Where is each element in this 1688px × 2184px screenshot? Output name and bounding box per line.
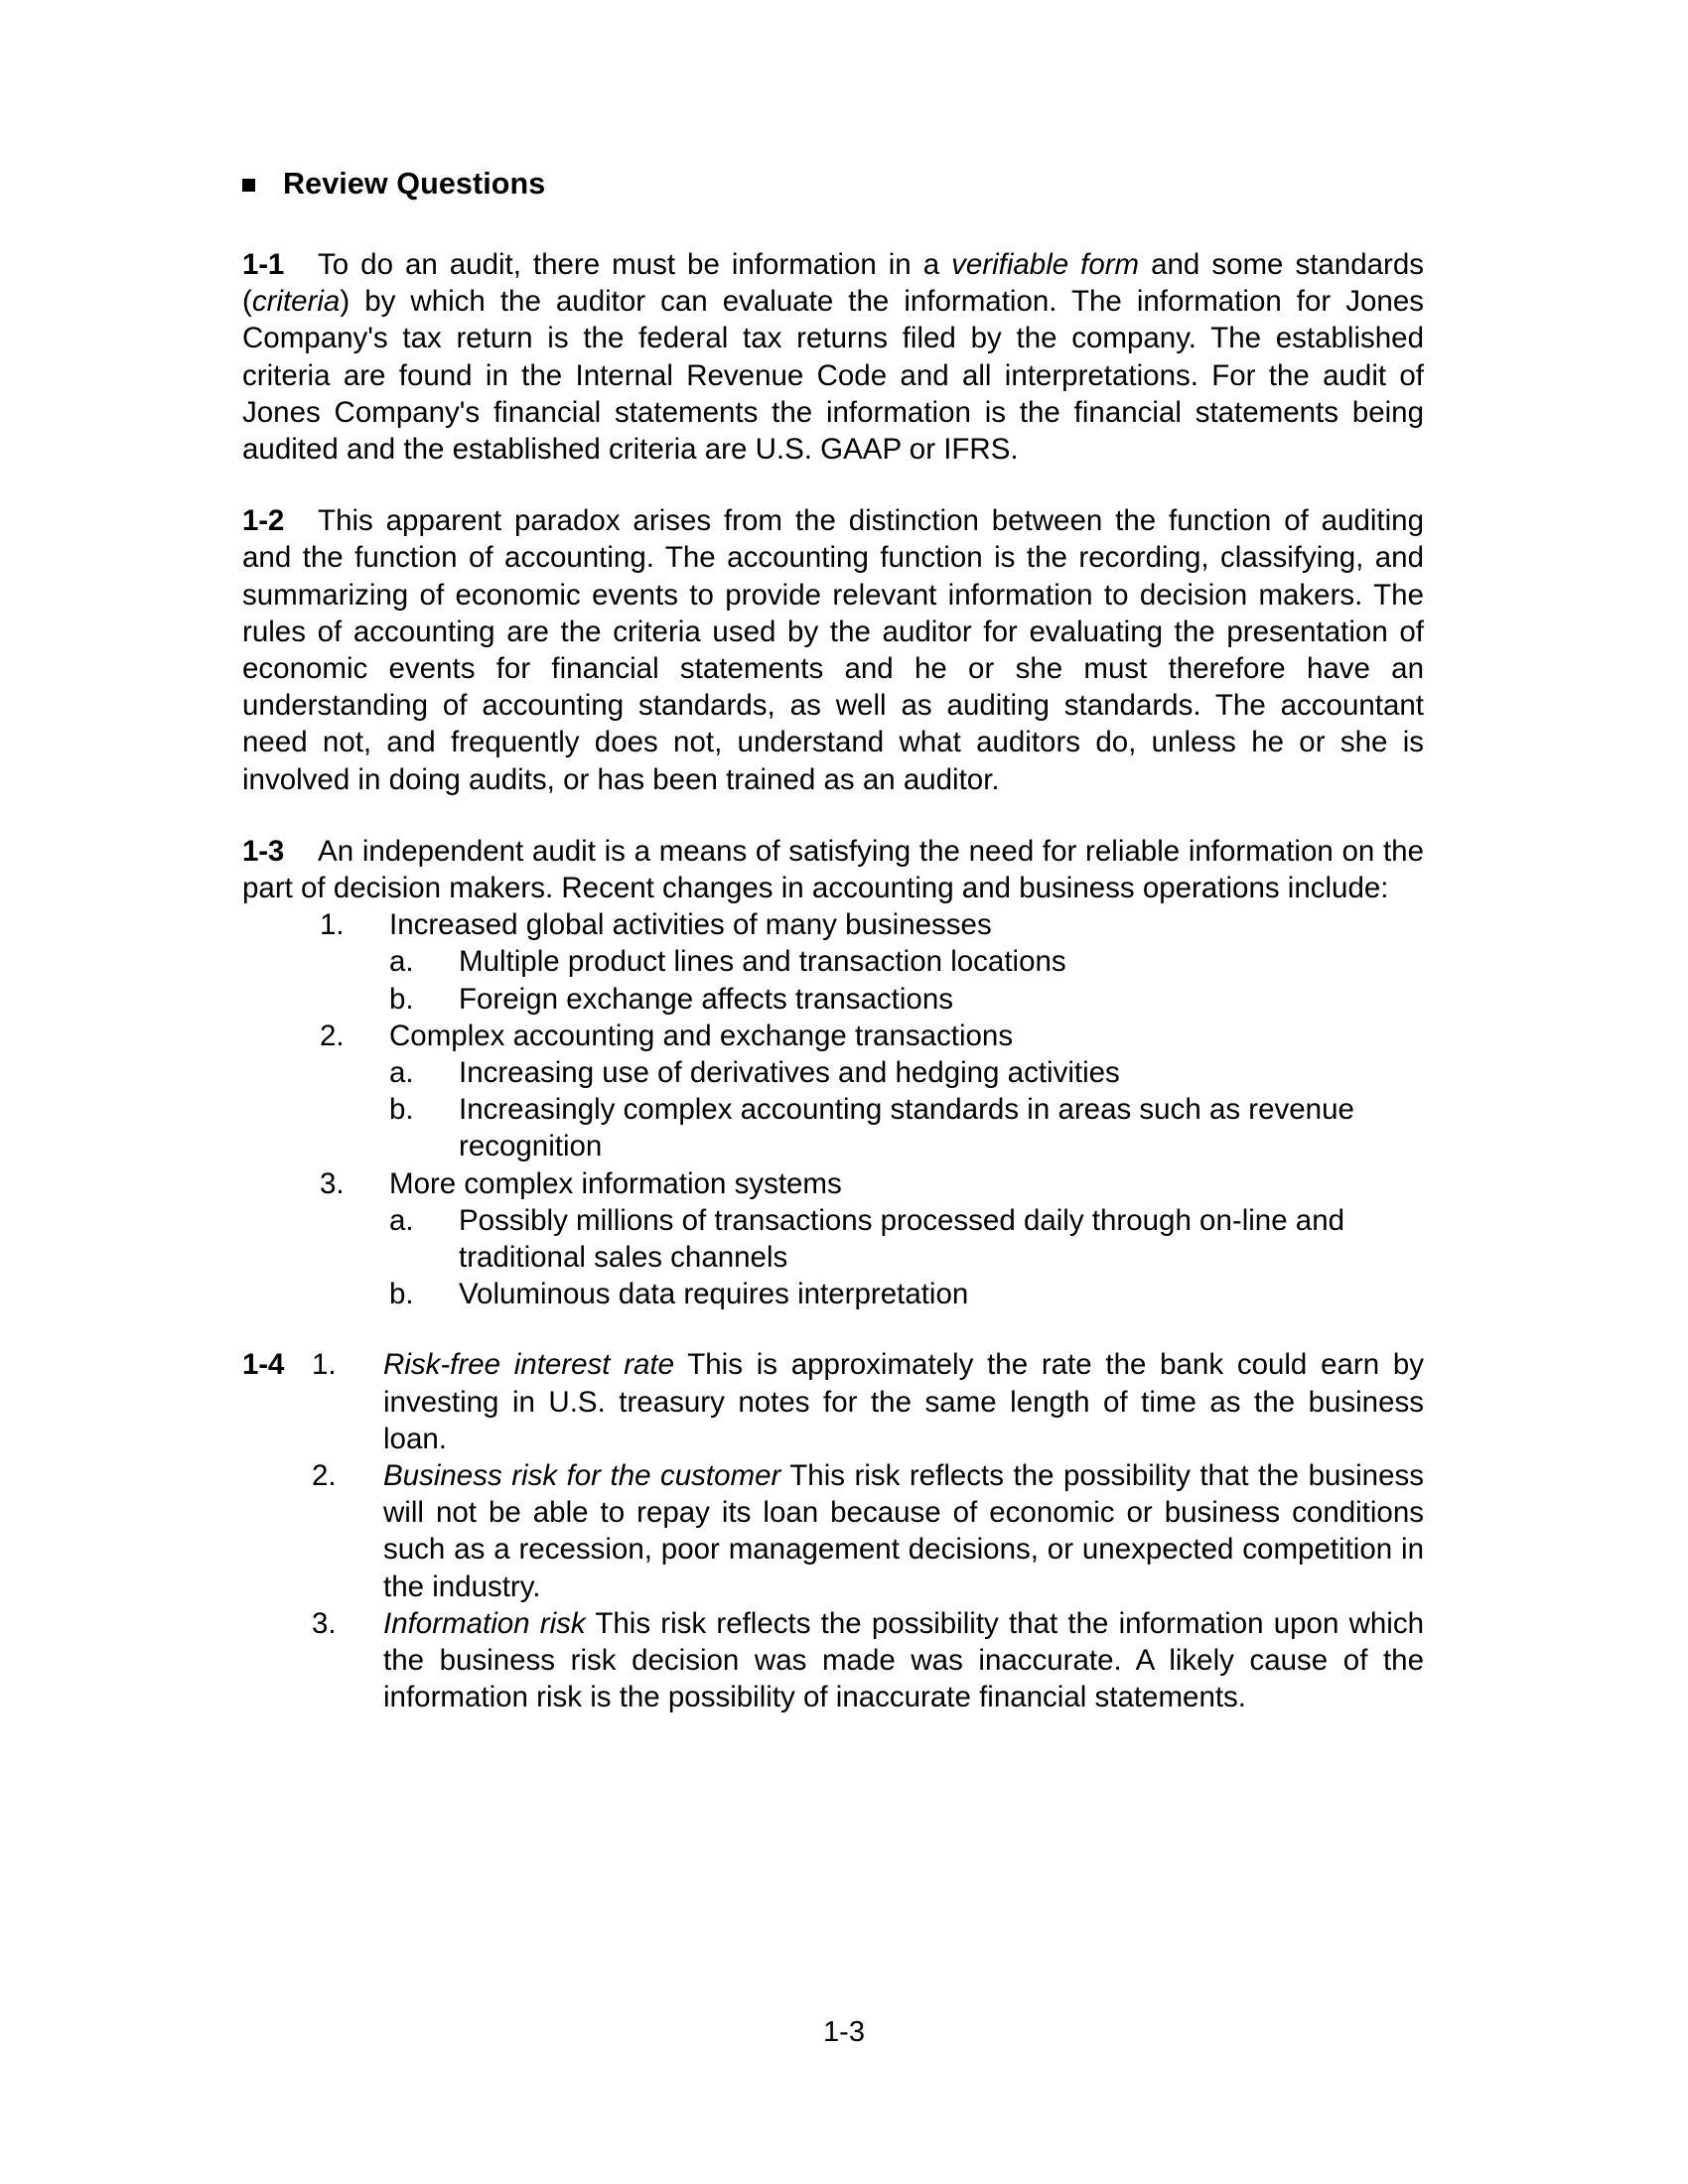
question-1-4-list xyxy=(242,1346,1424,1715)
definition-body: This risk reflects the possibility that the business will not be able to repay its loan because of economic or business conditions such as a recession, poor management decisions, or unexpected competition in the industry. xyxy=(383,1459,1424,1603)
definition-text xyxy=(383,1346,1424,1457)
question-1-3-number: 1-3 xyxy=(242,834,285,868)
question-1-1-seg-2: and some standards ( xyxy=(242,247,1424,319)
question-1-3-body: An independent audit is a means of satisfying the need for reliable information on the part of decision makers. Recent changes in accounting and business operations include: xyxy=(242,834,1424,905)
question-1-1-seg-4: ) by which the auditor can evaluate the information. The information for Jones Company's tax return is the federal tax returns filed by the company. The established criteria are found in the Internal Revenue Code and all interpretations. For the audit of Jones Company's financial statements the information is the financial statements being audited and the established criteria are U.S. GAAP or IFRS. xyxy=(242,285,1424,466)
question-1-3-paragraph xyxy=(242,833,1424,906)
outline-subitem xyxy=(242,1202,1424,1276)
definition-term: Information risk xyxy=(383,1606,586,1640)
definition-item xyxy=(242,1346,1424,1457)
outline-item xyxy=(242,1018,1424,1054)
definition-text xyxy=(383,1605,1424,1716)
question-1-1-seg-1-italic: verifiable form xyxy=(951,247,1140,281)
outline-item xyxy=(242,1165,1424,1202)
outline-marker: b. xyxy=(389,1093,414,1127)
outline-text: Foreign exchange affects transactions xyxy=(459,982,953,1016)
outline-text: Multiple product lines and transaction locations xyxy=(459,945,1066,979)
question-1-2-paragraph xyxy=(242,502,1424,798)
outline-marker: 1. xyxy=(320,908,345,942)
definition-item xyxy=(242,1457,1424,1605)
question-1-2-number: 1-2 xyxy=(242,504,285,538)
outline-subitem xyxy=(242,1054,1424,1091)
outline-text: Increasingly complex accounting standards in areas such as revenue recognition xyxy=(459,1093,1354,1163)
outline-subitem xyxy=(242,981,1424,1018)
outline-marker: a. xyxy=(389,1203,414,1237)
definition-text xyxy=(383,1457,1424,1605)
section-heading xyxy=(242,167,1424,203)
outline-text: More complex information systems xyxy=(389,1166,842,1200)
question-1-1-seg-0: To do an audit, there must be information in a xyxy=(318,247,952,281)
outline-marker: 3. xyxy=(320,1166,345,1200)
definition-term: Business risk for the customer xyxy=(383,1459,781,1493)
outline-subitem xyxy=(242,943,1424,980)
section-heading-label: Review Questions xyxy=(283,167,546,201)
question-1-1-paragraph xyxy=(242,246,1424,468)
outline-text: Complex accounting and exchange transactions xyxy=(389,1019,1014,1052)
definition-body: This risk reflects the possibility that the information upon which the business risk decision was made was inaccurate. A likely cause of the information risk is the possibility of inaccurate financial statements. xyxy=(383,1606,1424,1714)
outline-text: Increasing use of derivatives and hedging activities xyxy=(459,1056,1120,1090)
page-content xyxy=(242,167,1424,1716)
outline-item xyxy=(242,906,1424,943)
outline-marker: b. xyxy=(389,982,414,1016)
question-1-1-number: 1-1 xyxy=(242,247,285,281)
outline-subitem xyxy=(242,1276,1424,1312)
definition-marker: 1. xyxy=(312,1348,337,1382)
definition-marker: 3. xyxy=(312,1606,337,1640)
question-1-3-outline-list xyxy=(242,906,1424,1312)
outline-text: Voluminous data requires interpretation xyxy=(459,1278,969,1311)
outline-marker: a. xyxy=(389,945,414,979)
question-1-1-seg-3-italic: criteria xyxy=(251,285,341,319)
outline-text: Increased global activities of many businesses xyxy=(389,908,992,942)
square-bullet-icon xyxy=(242,179,255,192)
definition-body: This is approximately the rate the bank could earn by investing in U.S. treasury notes for the same length of time as the business loan. xyxy=(383,1348,1424,1455)
outline-marker: a. xyxy=(389,1056,414,1090)
outline-subitem xyxy=(242,1091,1424,1164)
definition-item xyxy=(242,1605,1424,1716)
outline-marker: 2. xyxy=(320,1019,345,1052)
question-1-2-body: This apparent paradox arises from the distinction between the function of auditing and the function of accounting. The accounting function is the recording, classifying, and summarizing of economic events to provide relevant information to decision makers. The rules of accounting are the criteria used by the auditor for evaluating the presentation of economic events for financial statements and he or she must therefore have an understanding of accounting standards, as well as auditing standards. The accountant need not, and frequently does not, understand what auditors do, unless he or she is involved in doing audits, or has been trained as an auditor. xyxy=(242,504,1424,796)
page-footer xyxy=(0,2015,1688,2049)
definition-term: Risk-free interest rate xyxy=(383,1348,675,1382)
question-1-4-number: 1-4 xyxy=(242,1348,285,1382)
definition-marker: 2. xyxy=(312,1459,337,1493)
outline-marker: b. xyxy=(389,1278,414,1311)
page-number: 1-3 xyxy=(823,2016,865,2048)
outline-text: Possibly millions of transactions processed daily through on-line and traditional sales channels xyxy=(459,1203,1345,1275)
